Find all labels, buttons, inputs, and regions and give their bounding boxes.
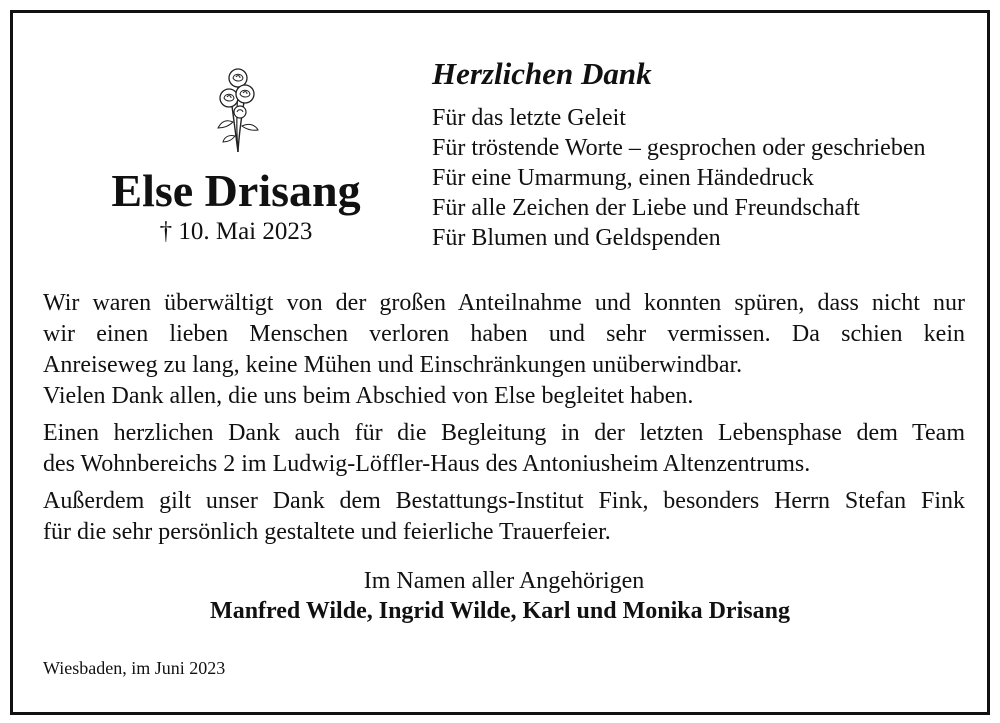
deceased-name: Else Drisang — [111, 165, 361, 216]
thanks-item: Für Blumen und Geldspenden — [432, 225, 721, 251]
message-line: Wir waren überwältigt von der großen Anteilnahme und konnten spüren, dass nicht nur — [43, 290, 965, 316]
thanks-heading: Herzlichen Dank — [432, 56, 652, 91]
thanks-item: Für tröstende Worte – gesprochen oder geschrieben — [432, 135, 926, 161]
message-paragraph — [43, 486, 965, 548]
signature-intro: Im Namen aller Angehörigen — [363, 568, 645, 594]
thanks-item: Für alle Zeichen der Liebe und Freundschaft — [432, 195, 860, 221]
message-line: wir einen lieben Menschen verloren haben und sehr vermissen. Da schien kein — [43, 321, 965, 347]
message-line: Einen herzlichen Dank auch für die Begleitung in der letzten Lebensphase dem Team — [43, 420, 965, 446]
message-line: des Wohnbereichs 2 im Ludwig-Löffler-Haus des Antoniusheim Altenzentrums. — [43, 451, 811, 477]
message-line: für die sehr persönlich gestaltete und feierliche Trauerfeier. — [43, 519, 611, 545]
thanks-item: Für das letzte Geleit — [432, 105, 626, 131]
message-line: Anreiseweg zu lang, keine Mühen und Einschränkungen unüberwindbar. — [43, 352, 743, 378]
message-line: Außerdem gilt unser Dank dem Bestattungs-Institut Fink, besonders Herrn Stefan Fink — [43, 488, 965, 514]
thanks-item: Für eine Umarmung, einen Händedruck — [432, 165, 814, 191]
place-date: Wiesbaden, im Juni 2023 — [43, 658, 226, 678]
signature-names: Manfred Wilde, Ingrid Wilde, Karl und Monika Drisang — [210, 598, 790, 624]
message-body — [43, 288, 965, 554]
message-paragraph — [43, 381, 965, 412]
message-line: Vielen Dank allen, die uns beim Abschied von Else begleitet haben. — [43, 383, 694, 409]
rose-icon — [214, 66, 260, 154]
death-date: † 10. Mai 2023 — [159, 218, 313, 245]
thanks-list — [432, 103, 925, 253]
message-paragraph — [43, 288, 965, 381]
message-paragraph — [43, 418, 965, 480]
